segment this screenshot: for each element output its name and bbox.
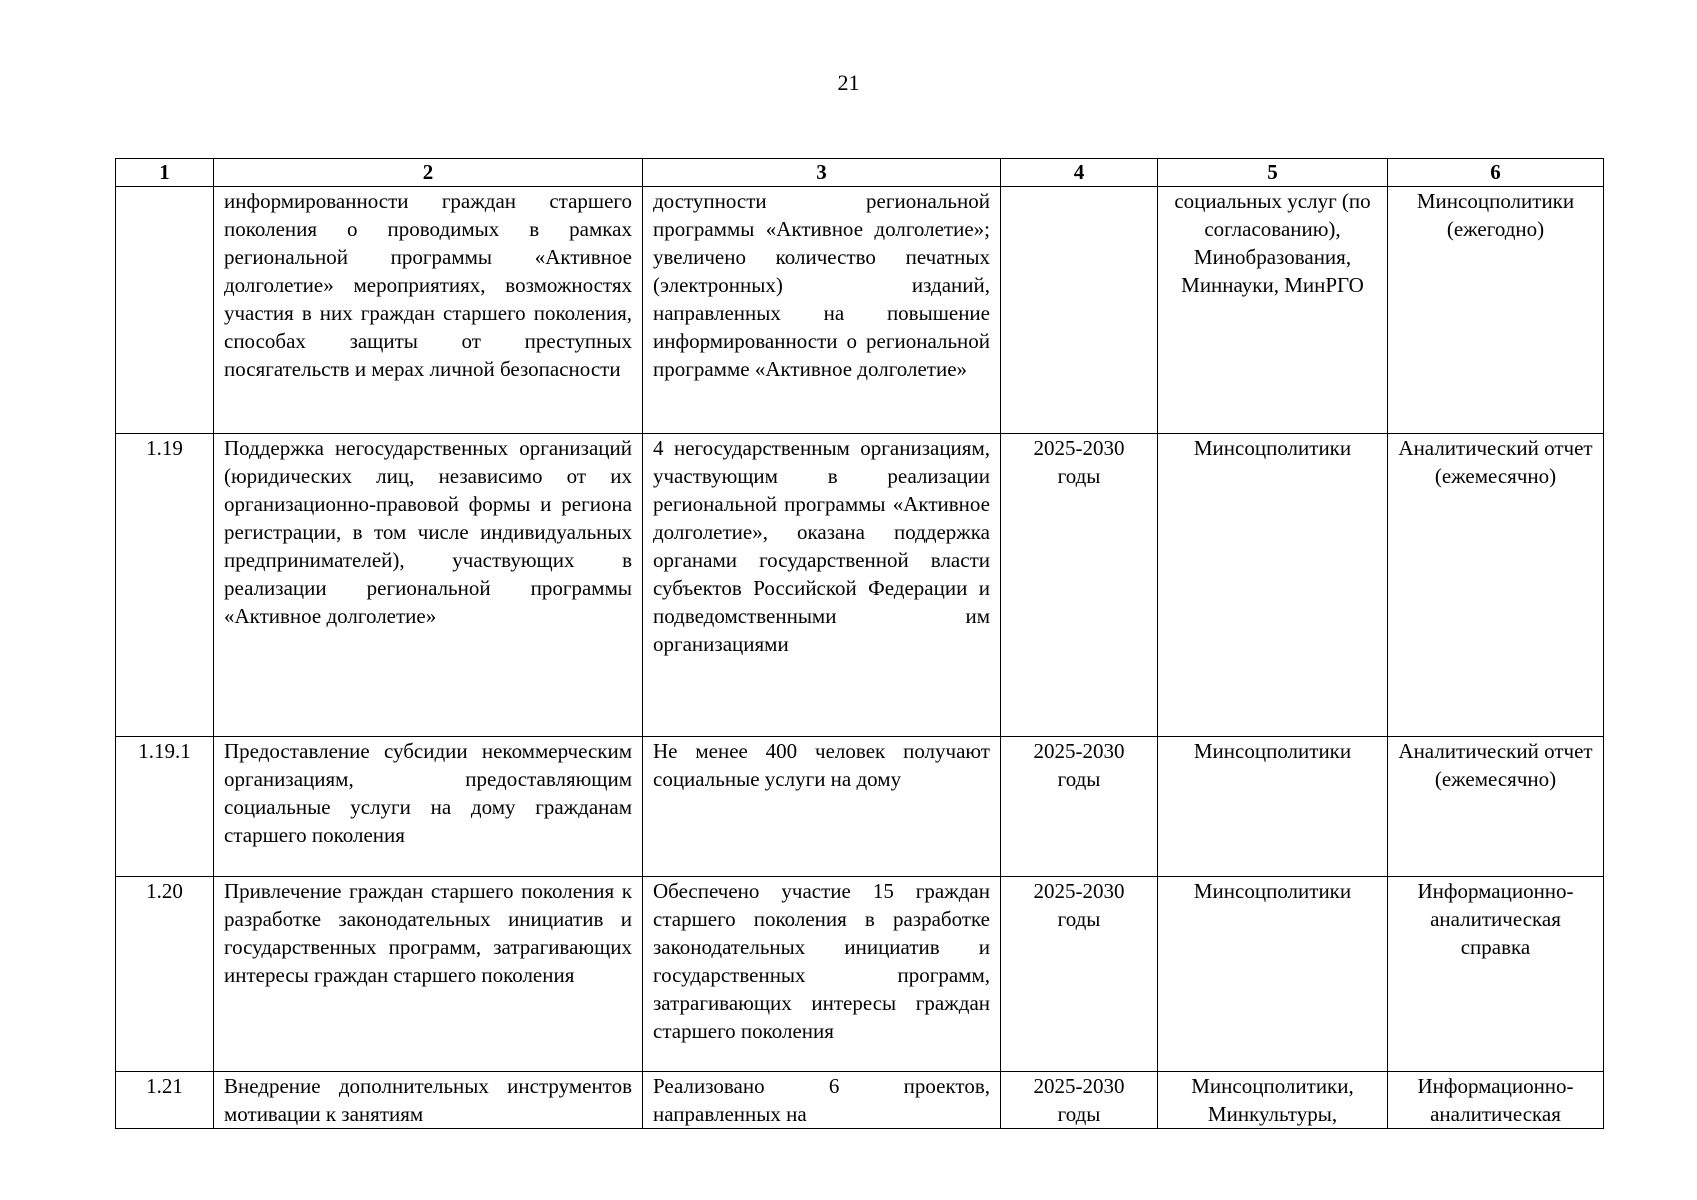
table-row — [116, 737, 1604, 877]
report-form: Информационно-аналитическая — [1388, 1072, 1604, 1129]
period — [1001, 187, 1158, 434]
column-header-6: 6 — [1388, 159, 1604, 187]
measure-name: информированности граждан старшего поколения о проводимых в рамках региональной программы «Активное долголетие» мероприятиях, возможностях участия в них граждан старшего поколения, способах защиты от преступных посягательств и мерах личной безопасности — [214, 187, 643, 434]
measure-name: Внедрение дополнительных инструментов мотивации к занятиям — [214, 1072, 643, 1129]
report-form: Информационно-аналитическая справка — [1388, 877, 1604, 1072]
column-header-2: 2 — [214, 159, 643, 187]
responsible: социальных услуг (по согласованию), Минобразования, Миннауки, МинРГО — [1158, 187, 1388, 434]
row-number — [116, 187, 214, 434]
expected-result: 4 негосударственным организациям, участвующим в реализации региональной программы «Активное долголетие», оказана поддержка органами государственной власти субъектов Российской Федерации и подведомственными им организациями — [643, 434, 1001, 737]
report-form: Минсоцполитики (ежегодно) — [1388, 187, 1604, 434]
responsible: Минсоцполитики, Минкультуры, — [1158, 1072, 1388, 1129]
row-number: 1.19 — [116, 434, 214, 737]
period: 2025-2030 годы — [1001, 737, 1158, 877]
report-form: Аналитический отчет (ежемесячно) — [1388, 737, 1604, 877]
expected-result: Реализовано 6 проектов, направленных на — [643, 1072, 1001, 1129]
report-form: Аналитический отчет (ежемесячно) — [1388, 434, 1604, 737]
responsible: Минсоцполитики — [1158, 434, 1388, 737]
measure-name: Поддержка негосударственных организаций (юридических лиц, независимо от их организационно-правовой формы и региона регистрации, в том числе индивидуальных предпринимателей), участвующих в реализации региональной программы «Активное долголетие» — [214, 434, 643, 737]
row-number: 1.19.1 — [116, 737, 214, 877]
responsible: Минсоцполитики — [1158, 877, 1388, 1072]
plan-table — [115, 158, 1604, 1129]
expected-result: доступности региональной программы «Активное долголетие»; увеличено количество печатных (электронных) изданий, направленных на повышение информированности о региональной программе «Активное долголетие» — [643, 187, 1001, 434]
measure-name: Привлечение граждан старшего поколения к разработке законодательных инициатив и государственных программ, затрагивающих интересы граждан старшего поколения — [214, 877, 643, 1072]
table-header-row — [116, 159, 1604, 187]
table-row — [116, 877, 1604, 1072]
expected-result: Обеспечено участие 15 граждан старшего поколения в разработке законодательных инициатив и государственных программ, затрагивающих интересы граждан старшего поколения — [643, 877, 1001, 1072]
table-row — [116, 1072, 1604, 1129]
period: 2025-2030 годы — [1001, 1072, 1158, 1129]
responsible: Минсоцполитики — [1158, 737, 1388, 877]
table-row — [116, 434, 1604, 737]
period: 2025-2030 годы — [1001, 877, 1158, 1072]
column-header-1: 1 — [116, 159, 214, 187]
row-number: 1.21 — [116, 1072, 214, 1129]
period: 2025-2030 годы — [1001, 434, 1158, 737]
measure-name: Предоставление субсидии некоммерческим организациям, предоставляющим социальные услуги на дому гражданам старшего поколения — [214, 737, 643, 877]
page-number: 21 — [837, 70, 860, 95]
column-header-5: 5 — [1158, 159, 1388, 187]
row-number: 1.20 — [116, 877, 214, 1072]
column-header-3: 3 — [643, 159, 1001, 187]
expected-result: Не менее 400 человек получают социальные услуги на дому — [643, 737, 1001, 877]
column-header-4: 4 — [1001, 159, 1158, 187]
table-row — [116, 187, 1604, 434]
